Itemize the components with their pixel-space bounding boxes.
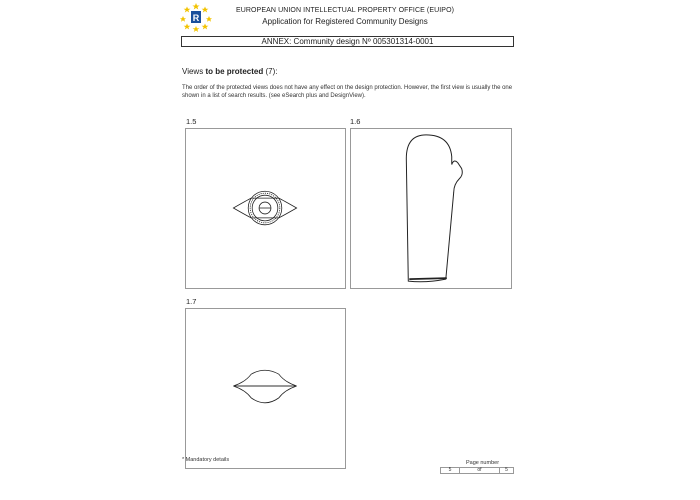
views-heading-bold: to be protected — [205, 67, 264, 76]
view-label-1-6: 1.6 — [350, 117, 361, 126]
views-heading-suffix: (7): — [265, 67, 278, 76]
view-label-1-5: 1.5 — [186, 117, 197, 126]
page-current-box: 5 — [440, 467, 460, 474]
views-heading-prefix: Views — [182, 67, 204, 76]
annex-title-box: ANNEX: Community design Nº 005301314-0001 — [181, 36, 514, 47]
views-heading — [182, 67, 277, 76]
application-title: Application for Registered Community Designs — [262, 17, 428, 26]
view-frame-1-6 — [350, 128, 512, 289]
views-note: The order of the protected views does not have any effect on the design protection. However, the first view is usually the one shown in a list of search results. (see eSearch plus and DesignView). — [182, 85, 513, 99]
view-label-1-7: 1.7 — [186, 297, 197, 306]
mandatory-details-note: * Mandatory details — [182, 457, 230, 463]
page-of-box: of — [460, 467, 500, 474]
office-name: EUROPEAN UNION INTELLECTUAL PROPERTY OFFICE (EUIPO) — [235, 7, 455, 14]
view-frame-1-5 — [185, 128, 346, 289]
top-view-disc-drawing — [186, 129, 345, 288]
svg-text:R: R — [192, 13, 200, 23]
euipo-logo-icon — [180, 2, 212, 32]
page-number-label: Page number — [466, 460, 500, 466]
view-frame-1-7 — [185, 308, 346, 469]
side-view-lens-drawing — [186, 309, 345, 468]
page-total-box: 5 — [500, 467, 514, 474]
mitten-shaped-object-drawing — [351, 129, 511, 288]
